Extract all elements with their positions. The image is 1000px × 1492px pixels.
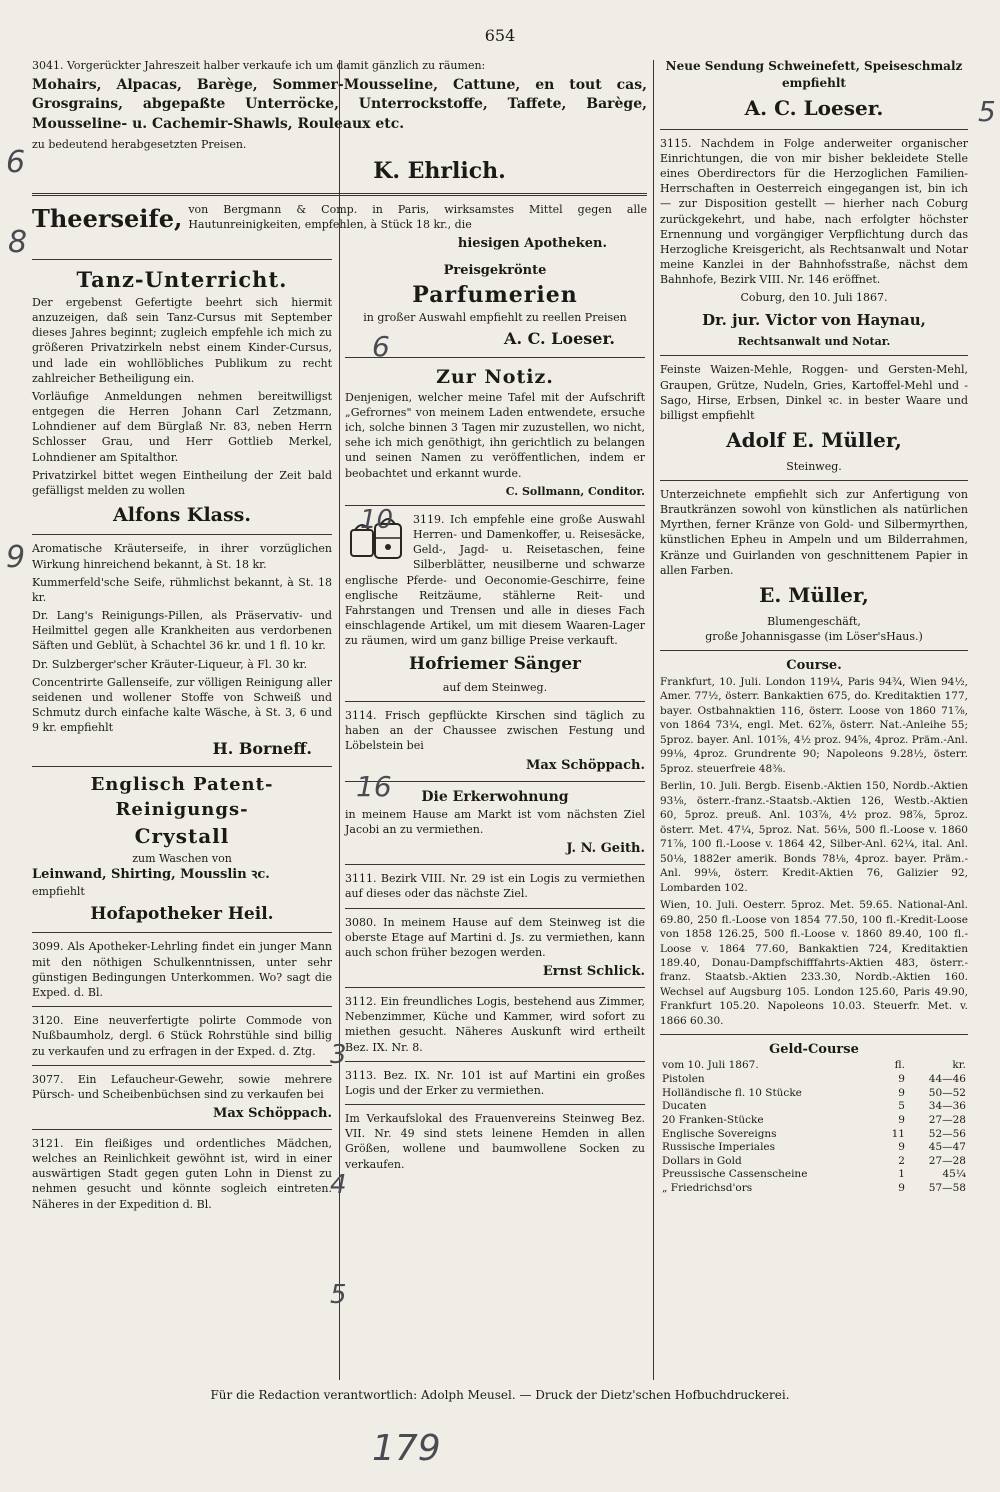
handwritten-mark: 6 xyxy=(6,145,26,180)
table-row: Pistolen 9 44—46 xyxy=(662,1073,966,1085)
signature: A. C. Loeser. xyxy=(744,96,884,121)
handwritten-mark: 10 xyxy=(360,505,394,535)
table-row: Dollars in Gold 2 27—28 xyxy=(662,1154,966,1167)
ad-title: Tanz-Unterricht. xyxy=(76,266,288,292)
section-title: Geld-Course xyxy=(769,1042,859,1058)
signature: Hofriemer Sänger xyxy=(409,653,581,674)
table-row: Russische Imperiales 9 45—47 xyxy=(662,1141,966,1154)
ad-3120: 3120. Eine neuverfertigte polirte Commode von Nußbaumholz, dergl. 6 Stück Rohrstühle sind billig zu verkaufen und zu erfragen in der Exped. d. Ztg. xyxy=(32,1014,332,1058)
handwritten-folio: 179 xyxy=(372,1428,441,1469)
table-row: 20 Franken-Stücke 9 27—28 xyxy=(662,1113,966,1126)
ad-3112: 3112. Ein freundliches Logis, bestehend aus Zimmer, Nebenzimmer, Küche und Kammer, wird sofort zu miethen gesucht. Näheres Auskunft wird ertheilt Bez. IX. Nr. 8. xyxy=(345,994,645,1054)
ad-3115: 3115. Nachdem in Folge anderweiter organischer Einrichtungen, die von mir bisher bekleidete Stelle eines Oberdirectors für die Herzoglichen Familien-Herrschaften in Oesterreich eingegangen ist, bin ich — zur Disposition gestellt — hierher nach Coburg zurückgekehrt, und habe, nach erfolgter höchster Ernennung und vorgängiger Verpflichtung durch das Herzogliche Kreisgericht, als Rechtsanwalt und Notar meine Kanzlei in der Bahnhofsstraße, nächst dem Bahnhofe, Bezirk VIII. Nr. 146 eröffnet. Coburg, den 10. Juli 1867. Dr. jur. Victor von Haynau, Rechtsanwalt und Notar. xyxy=(660,136,968,349)
signature: E. Müller, xyxy=(759,582,869,607)
handwritten-mark: 3 xyxy=(330,1040,347,1070)
course-wien: Wien, 10. Juli. Oesterr. 5proz. Met. 59.65. National-Anl. 69.80, 250 fl.-Loose von 1854 77.50, 100 fl.-Kredit-Loose von 1858 126.25, 500 fl.-Loose v. 1860 89.40, 100 fl.-Loose v. 1864 77.60, Bankaktien 724, Kreditaktien 189.40, Donau-Dampfschifffahrts-Aktien 483, österr.-franz. Staatsb.-Aktien 233.30, Nordb.-Aktien 160. Wechsel auf Augsburg 105. London 125.60, Paris 49.90, Frankfurt 105.20. Napoleons 10.03. Steuerfr. Met. v. 1866 60.30. xyxy=(660,899,968,1027)
ad-title: Theerseife, xyxy=(32,203,183,233)
geld-course-table xyxy=(660,1059,968,1195)
column-middle xyxy=(345,262,645,1380)
signature: K. Ehrlich. xyxy=(373,158,506,185)
ad-erkerwohnung: Die Erkerwohnung in meinem Hause am Markt ist vom nächsten Ziel Jacobi an zu vermiethen. J. N. Geith. xyxy=(345,788,645,857)
signature: Dr. jur. Victor von Haynau, xyxy=(702,310,926,329)
signature: J. N. Geith. xyxy=(566,841,645,857)
handwritten-mark: 16 xyxy=(356,770,392,803)
ad-schweinefett: Neue Sendung Schweinefett, Speiseschmalz empfiehlt A. C. Loeser. xyxy=(660,58,968,123)
table-row: „ Friedrichsd'ors 9 57—58 xyxy=(662,1182,966,1195)
handwritten-mark: 5 xyxy=(330,1280,347,1310)
signature: Adolf E. Müller, xyxy=(726,428,902,453)
ad-3080: 3080. In meinem Hause auf dem Steinweg ist die oberste Etage auf Martini d. Js. zu vermiethen, kann auch schon früher bezogen werden. Ernst Schlick. xyxy=(345,915,645,980)
table-header: vom 10. Juli 1867. fl. kr. xyxy=(662,1059,966,1072)
ad-3114: 3114. Frisch gepflückte Kirschen sind täglich zu haben an der Chaussee zwischen Festung und Löbelstein bei Max Schöppach. xyxy=(345,709,645,773)
imprint-footer: Für die Redaction verantwortlich: Adolph Meusel. — Druck der Dietz'schen Hofbuchdruckerei. xyxy=(210,1388,790,1402)
signature: Hofapotheker Heil. xyxy=(90,904,274,925)
handwritten-mark: 5 xyxy=(978,95,996,128)
ad-crystall: Englisch Patent-Reinigungs- Crystall zum Waschen von Leinwand, Shirting, Mousslin ꝛc. empfiehlt Hofapotheker Heil. xyxy=(32,773,332,926)
column-rule xyxy=(653,60,654,1380)
handwritten-mark: 8 xyxy=(8,225,28,260)
ad-kraenze: Unterzeichnete empfiehlt sich zur Anfertigung von Brautkränzen sowohl von künstlichen als natürlichen Myrthen, ferner Kränze von Gold- und Silbermyrthen, künstlichen Epheu in Ampeln und um Bilderrahmen, Kränze und Guirlanden von geschnittenem Papier in allen Farben. E. Müller, Blumengeschäft, große Johannisgasse (im Löser'sHaus.) xyxy=(660,487,968,643)
course-frankfurt: Frankfurt, 10. Juli. London 119¼, Paris 94¾, Wien 94½, Amer. 77½, österr. Bankaktien 675, do. Kreditaktien 177, bayer. Ostbahnaktien 116, österr. Loose von 1860 71⅞, von 1864 73¼, engl. Met. 62⅞, österr. Nat.-Anleihe 55; 5proz. bayer. Anl. 101⅝, 4½ proz. 94⅝, 4proz. Präm.-Anl. 99⅛, 4proz. Grundrente 90; Napoleons 9.28½, österr. 5proz. steuerfreie 48⅜. xyxy=(660,675,968,775)
signature: Max Schöppach. xyxy=(525,757,645,773)
course-berlin: Berlin, 10. Juli. Bergb. Eisenb.-Aktien 150, Nordb.-Aktien 93⅛, österr.-franz.-Staatsb.-Aktien 126, Westb.-Aktien 60, 5proz. preuß. Anl. 103⅞, 4½ proz. 98⅞, 5proz. österr. Met. 47¼, 5proz. Nat. 56⅛, 500 fl.-Loose v. 1860 71⅞, 100 fl.-Loose v. 1864 42, Silber-Anl. 62¼, ital. Anl. 50⅛, 1882er amerik. Bonds 78⅛, 4proz. bayer. Präm.-Anl. 99⅛, österr. Kredit-Aktien 76, Galizier 92, Lombarden 102. xyxy=(660,780,968,894)
handwritten-mark: 9 xyxy=(6,540,26,575)
ad-3111: 3111. Bezirk VIII. Nr. 29 ist ein Logis zu vermiethen auf dieses oder das nächste Ziel. xyxy=(345,872,645,901)
signature: A. C. Loeser. xyxy=(504,329,615,349)
page-number: 654 xyxy=(484,26,516,45)
ad-3099: 3099. Als Apotheker-Lehrling findet ein junger Mann mit den nöthigen Schulkenntnissen, unter sehr günstigen Bedingungen Unterkommen. Wo? sagt die Exped. d. Bl. xyxy=(32,940,332,999)
ad-3113: 3113. Bez. IX. Nr. 101 ist auf Martini ein großes Logis und der Erker zu vermiethen. xyxy=(345,1068,645,1097)
ad-parfumerien: Preisgekrönte Parfumerien in großer Auswahl empfiehlt zu reellen Preisen A. C. Loeser. xyxy=(345,262,645,351)
ad-theerseife: Theerseife, von Bergmann & Comp. in Paris, wirksamstes Mittel gegen alle Hautunreinigkeiten, empfehlen, à Stück 18 kr., die hiesigen Apotheken. xyxy=(32,202,647,251)
signature: Alfons Klass. xyxy=(113,504,251,527)
table-row: Preussische Cassenscheine 1 45¼ xyxy=(662,1168,966,1181)
signature: hiesigen Apotheken. xyxy=(457,235,607,251)
ad-seifen: Aromatische Kräuterseife, in ihrer vorzüglichen Wirkung hinreichend bekannt, à St. 18 kr. Kummerfeld'sche Seife, rühmlichst bekannt, à St. 18 kr. Dr. Lang's Reinigungs-Pillen, als Präservativ- und Heilmittel gegen alle Krankheiten aus verdorbenen Säften und Geblüt, à Schachtel 36 kr. und 1 fl. 10 kr. Dr. Sulzberger'scher Kräuter-Liqueur, à Fl. 30 kr. Concentrirte Gallenseife, zur völligen Reinigung aller seidenen und wollener Stoffe von Schweiß und Schmutz durch einfache kalte Wäsche, à St. 3, 6 und 9 kr. empfiehlt H. Borneff. xyxy=(32,541,332,760)
signature: Ernst Schlick. xyxy=(542,964,645,980)
ad-title: Zur Notiz. xyxy=(436,365,554,388)
table-row: Holländische fl. 10 Stücke 9 50—52 xyxy=(662,1086,966,1099)
signature: C. Sollmann, Conditor. xyxy=(505,484,645,498)
section-title: Course. xyxy=(786,657,842,673)
geld-course xyxy=(660,1041,968,1195)
ad-title: Parfumerien xyxy=(412,281,578,308)
course-section xyxy=(660,657,968,1029)
signature: H. Borneff. xyxy=(212,739,312,759)
ad-frauenverein: Im Verkaufslokal des Frauenvereins Steinweg Bez. VII. Nr. 49 sind stets leinene Hemden in allen Größen, wollene und baumwollene Socken zu verkaufen. xyxy=(345,1112,645,1171)
handwritten-mark: 4 xyxy=(330,1170,347,1200)
ad-3041: 3041. Vorgerückter Jahreszeit halber verkaufe ich um damit gänzlich zu räumen: Mohairs, Alpacas, Barège, Sommer-Mousseline, Cattune, en tout cas, Grosgrains, abgepaßte Unterröcke, Unterrockstoffe, Taffete, Barège, Mousseline- u. Cachemir-Shawls, Rouleaux etc. zu bedeutend herabgesetzten Preisen. K. Ehrlich. xyxy=(32,58,647,187)
ad-3119: 3119. Ich empfehle eine große Auswahl Herren- und Damenkoffer, u. Reisesäcke, Geld-, Jagd- u. Reisetaschen, feine Silberblätter, neusilberne und schwarze englische Pferde- und Oeconomie-Geschirre, feine englische Reitzäume, stählerne Reit- und Fahrstangen und Trensen und alle in dieses Fach einschlagende Artikel, um mit diesem Waaren-Lager zu räumen, wird um ganz billige Preise verkauft. Hofriemer Sänger auf dem Steinweg. xyxy=(345,512,645,694)
ad-zur-notiz: Zur Notiz. Denjenigen, welcher meine Tafel mit der Aufschrift „Gefrornes" von meinem Laden entwendete, ersuche ich, solche binnen 3 Tagen mir zuzustellen, wo nicht, sehe ich mich genöthigt, ihn gerichtlich zu belangen und seinen Namen zu veröffentlichen, indem er beobachtet und erkannt wurde. C. Sollmann, Conditor. xyxy=(345,365,645,498)
ad-mehle: Feinste Waizen-Mehle, Roggen- und Gersten-Mehl, Graupen, Grütze, Nudeln, Gries, Kartoffel-Mehl und -Sago, Hirse, Erbsen, Dinkel ꝛc. in bester Waare und billigst empfiehlt Adolf E. Müller, Steinweg. xyxy=(660,363,968,473)
ad-3121: 3121. Ein fleißiges und ordentliches Mädchen, welches an Reinlichkeit gewöhnt ist, wird in einer auswärtigen Stadt gegen guten Lohn in Dienst zu nehmen gesucht und könnte sogleich eintreten. Näheres in der Expedition d. Bl. xyxy=(32,1136,332,1211)
ad-3077: 3077. Ein Lefaucheur-Gewehr, sowie mehrere Pürsch- und Scheibenbüchsen sind zu verkaufen bei Max Schöppach. xyxy=(32,1072,332,1122)
table-row: Ducaten 5 34—36 xyxy=(662,1100,966,1113)
table-row: Englische Sovereigns 11 52—56 xyxy=(662,1127,966,1140)
handwritten-mark: 6 xyxy=(372,330,390,363)
ad-tanz-unterricht: Tanz-Unterricht. Der ergebenst Gefertigte beehrt sich hiermit anzuzeigen, daß sein Tanz-Cursus mit September dieses Jahres beginnt; zugleich empfehle ich mich zu größeren Privatzirkeln nebst einem Kinder-Cursus, und lade ein wohllöbliches Publikum zu recht zahlreicher Betheiligung ein. Vorläufige Anmeldungen nehmen bereitwilligst entgegen die Herren Johann Carl Zetzmann, Lohndiener auf dem Bürglaß Nr. 83, neben Herrn Schlosser Grau, und Herr Gottlieb Merkel, Lohndiener am Spitalthor. Privatzirkel bittet wegen Eintheilung der Zeit bald gefälligst melden zu wollen Alfons Klass. xyxy=(32,266,332,528)
signature: Max Schöppach. xyxy=(212,1106,332,1122)
ad-title: Die Erkerwohnung xyxy=(421,788,569,805)
ad-title: Englisch Patent-Reinigungs- xyxy=(90,774,274,821)
column-right xyxy=(660,58,968,1380)
